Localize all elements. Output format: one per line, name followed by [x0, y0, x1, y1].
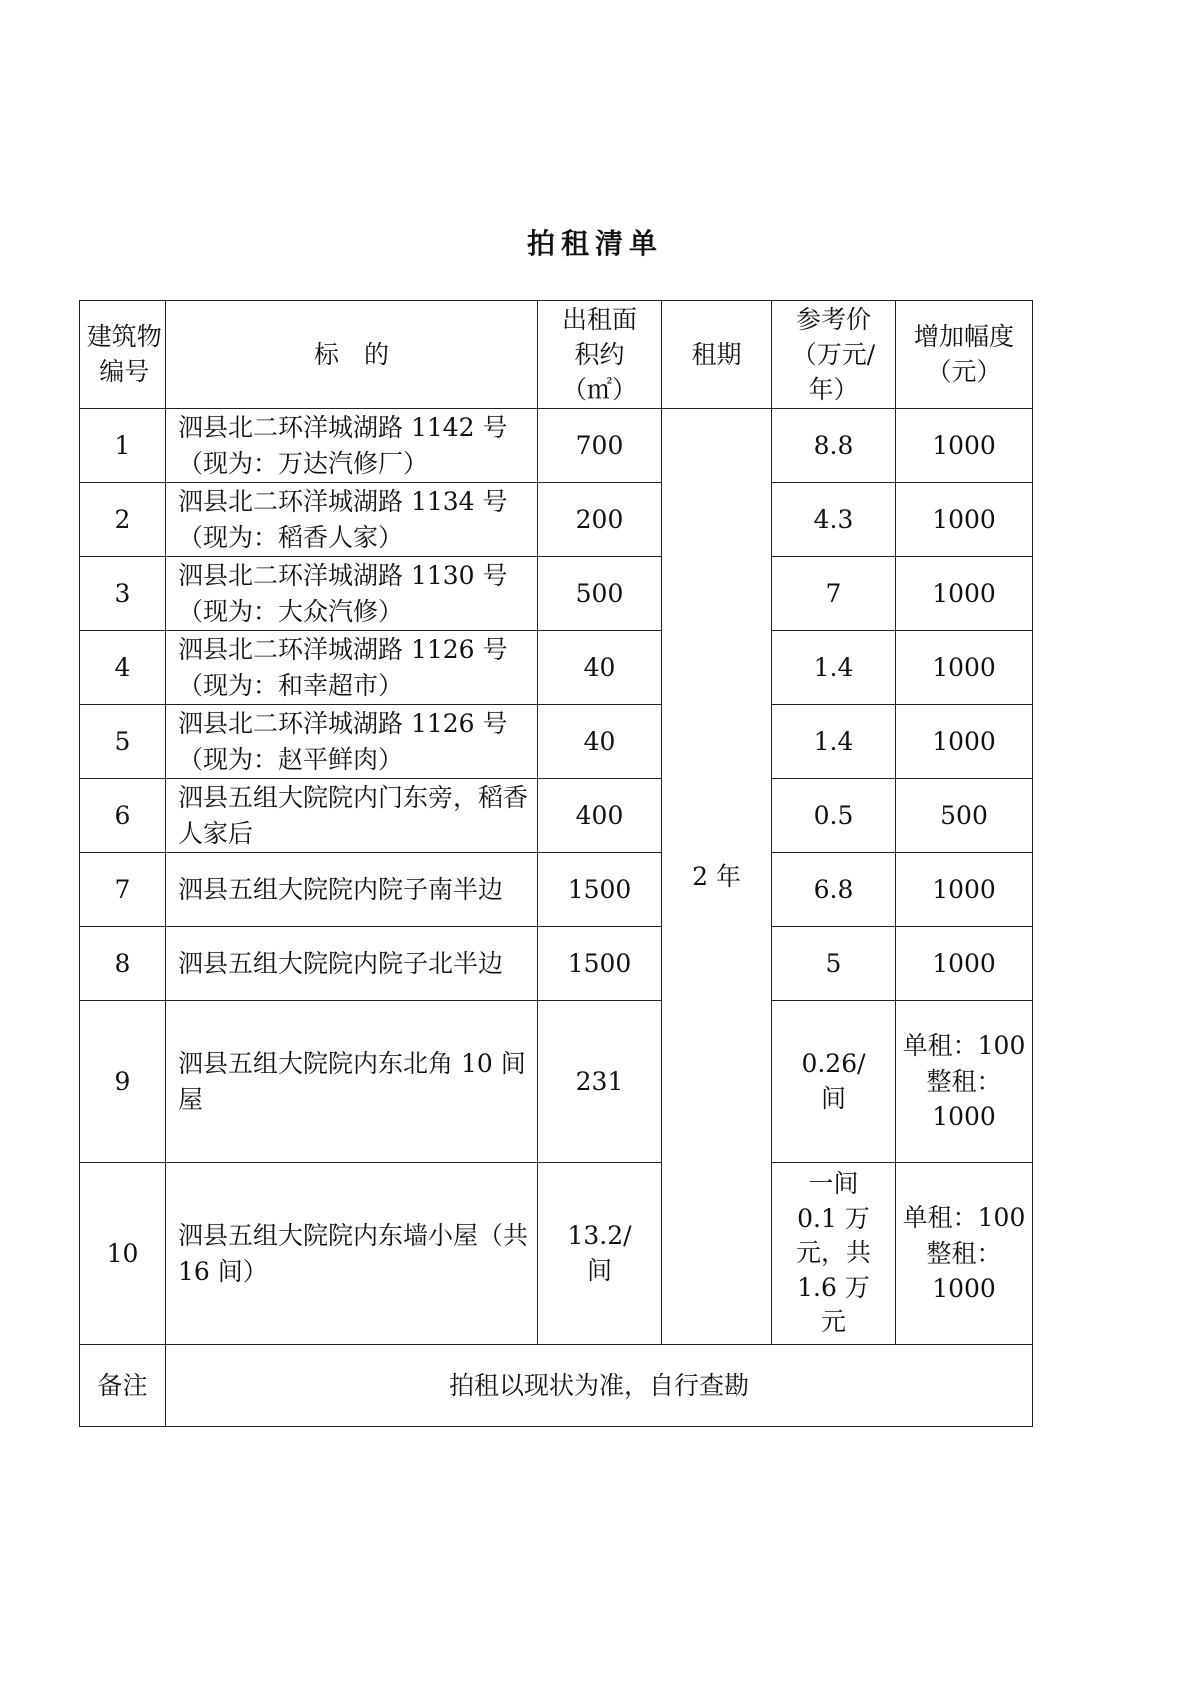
page-title: 拍租清单 [526, 227, 663, 260]
table-row [80, 927, 1033, 1001]
cell-price: 0.26/间 [772, 1001, 896, 1163]
remark-label: 备注 [80, 1345, 166, 1427]
table-row [80, 853, 1033, 927]
table-row [80, 705, 1033, 779]
increment-whole: 整租：1000 [926, 1238, 1002, 1304]
rental-table [79, 300, 1033, 1427]
cell-area: 500 [538, 557, 662, 631]
cell-area: 40 [538, 705, 662, 779]
cell-target: 泗县五组大院院内东墙小屋（共 16 间） [166, 1163, 538, 1345]
cell-area: 200 [538, 483, 662, 557]
cell-id: 8 [80, 927, 166, 1001]
cell-term: 2 年 [662, 409, 772, 1345]
cell-price: 4.3 [772, 483, 896, 557]
cell-area: 700 [538, 409, 662, 483]
cell-area: 40 [538, 631, 662, 705]
increment-single: 单租：100 [902, 1203, 1026, 1233]
cell-area: 13.2/间 [538, 1163, 662, 1345]
cell-price: 0.5 [772, 779, 896, 853]
cell-price: 7 [772, 557, 896, 631]
cell-target: 泗县五组大院院内门东旁，稻香人家后 [166, 779, 538, 853]
cell-increment: 1000 [896, 557, 1033, 631]
cell-price: 1.4 [772, 705, 896, 779]
cell-id: 2 [80, 483, 166, 557]
cell-id: 10 [80, 1163, 166, 1345]
cell-increment: 1000 [896, 631, 1033, 705]
cell-id: 6 [80, 779, 166, 853]
cell-area: 1500 [538, 927, 662, 1001]
table-row [80, 1163, 1033, 1345]
table-row [80, 779, 1033, 853]
cell-increment [896, 1001, 1033, 1163]
header-increment: 增加幅度（元） [896, 301, 1033, 409]
header-row [80, 301, 1033, 409]
cell-id: 3 [80, 557, 166, 631]
cell-area: 231 [538, 1001, 662, 1163]
cell-area: 400 [538, 779, 662, 853]
cell-target: 泗县北二环洋城湖路 1126 号（现为：和幸超市） [166, 631, 538, 705]
cell-price: 1.4 [772, 631, 896, 705]
cell-target: 泗县北二环洋城湖路 1134 号（现为：稻香人家） [166, 483, 538, 557]
cell-target: 泗县北二环洋城湖路 1142 号（现为：万达汽修厂） [166, 409, 538, 483]
table-row [80, 631, 1033, 705]
cell-id: 7 [80, 853, 166, 927]
cell-increment: 1000 [896, 927, 1033, 1001]
header-area: 出租面积约（㎡） [538, 301, 662, 409]
cell-price: 一间 0.1 万元，共 1.6 万元 [772, 1163, 896, 1345]
cell-target: 泗县北二环洋城湖路 1130 号（现为：大众汽修） [166, 557, 538, 631]
header-target: 标 的 [166, 301, 538, 409]
cell-id: 5 [80, 705, 166, 779]
cell-increment: 1000 [896, 409, 1033, 483]
header-term: 租期 [662, 301, 772, 409]
increment-single: 单租：100 [902, 1031, 1026, 1061]
cell-target: 泗县北二环洋城湖路 1126 号（现为：赵平鲜肉） [166, 705, 538, 779]
cell-price: 8.8 [772, 409, 896, 483]
increment-whole: 整租：1000 [926, 1066, 1002, 1132]
header-price: 参考价（万元/年） [772, 301, 896, 409]
cell-increment: 1000 [896, 853, 1033, 927]
table-row [80, 483, 1033, 557]
cell-increment [896, 1163, 1033, 1345]
cell-id: 9 [80, 1001, 166, 1163]
cell-increment: 1000 [896, 705, 1033, 779]
cell-area: 1500 [538, 853, 662, 927]
header-id: 建筑物编号 [80, 301, 166, 409]
cell-increment: 1000 [896, 483, 1033, 557]
table-row [80, 1001, 1033, 1163]
cell-increment: 500 [896, 779, 1033, 853]
remark-row [80, 1345, 1033, 1427]
cell-id: 1 [80, 409, 166, 483]
cell-price: 6.8 [772, 853, 896, 927]
cell-id: 4 [80, 631, 166, 705]
table-row [80, 409, 1033, 483]
remark-text: 拍租以现状为准，自行查勘 [166, 1345, 1033, 1427]
cell-target: 泗县五组大院院内院子南半边 [166, 853, 538, 927]
cell-price: 5 [772, 927, 896, 1001]
cell-target: 泗县五组大院院内东北角 10 间屋 [166, 1001, 538, 1163]
table-row [80, 557, 1033, 631]
cell-target: 泗县五组大院院内院子北半边 [166, 927, 538, 1001]
